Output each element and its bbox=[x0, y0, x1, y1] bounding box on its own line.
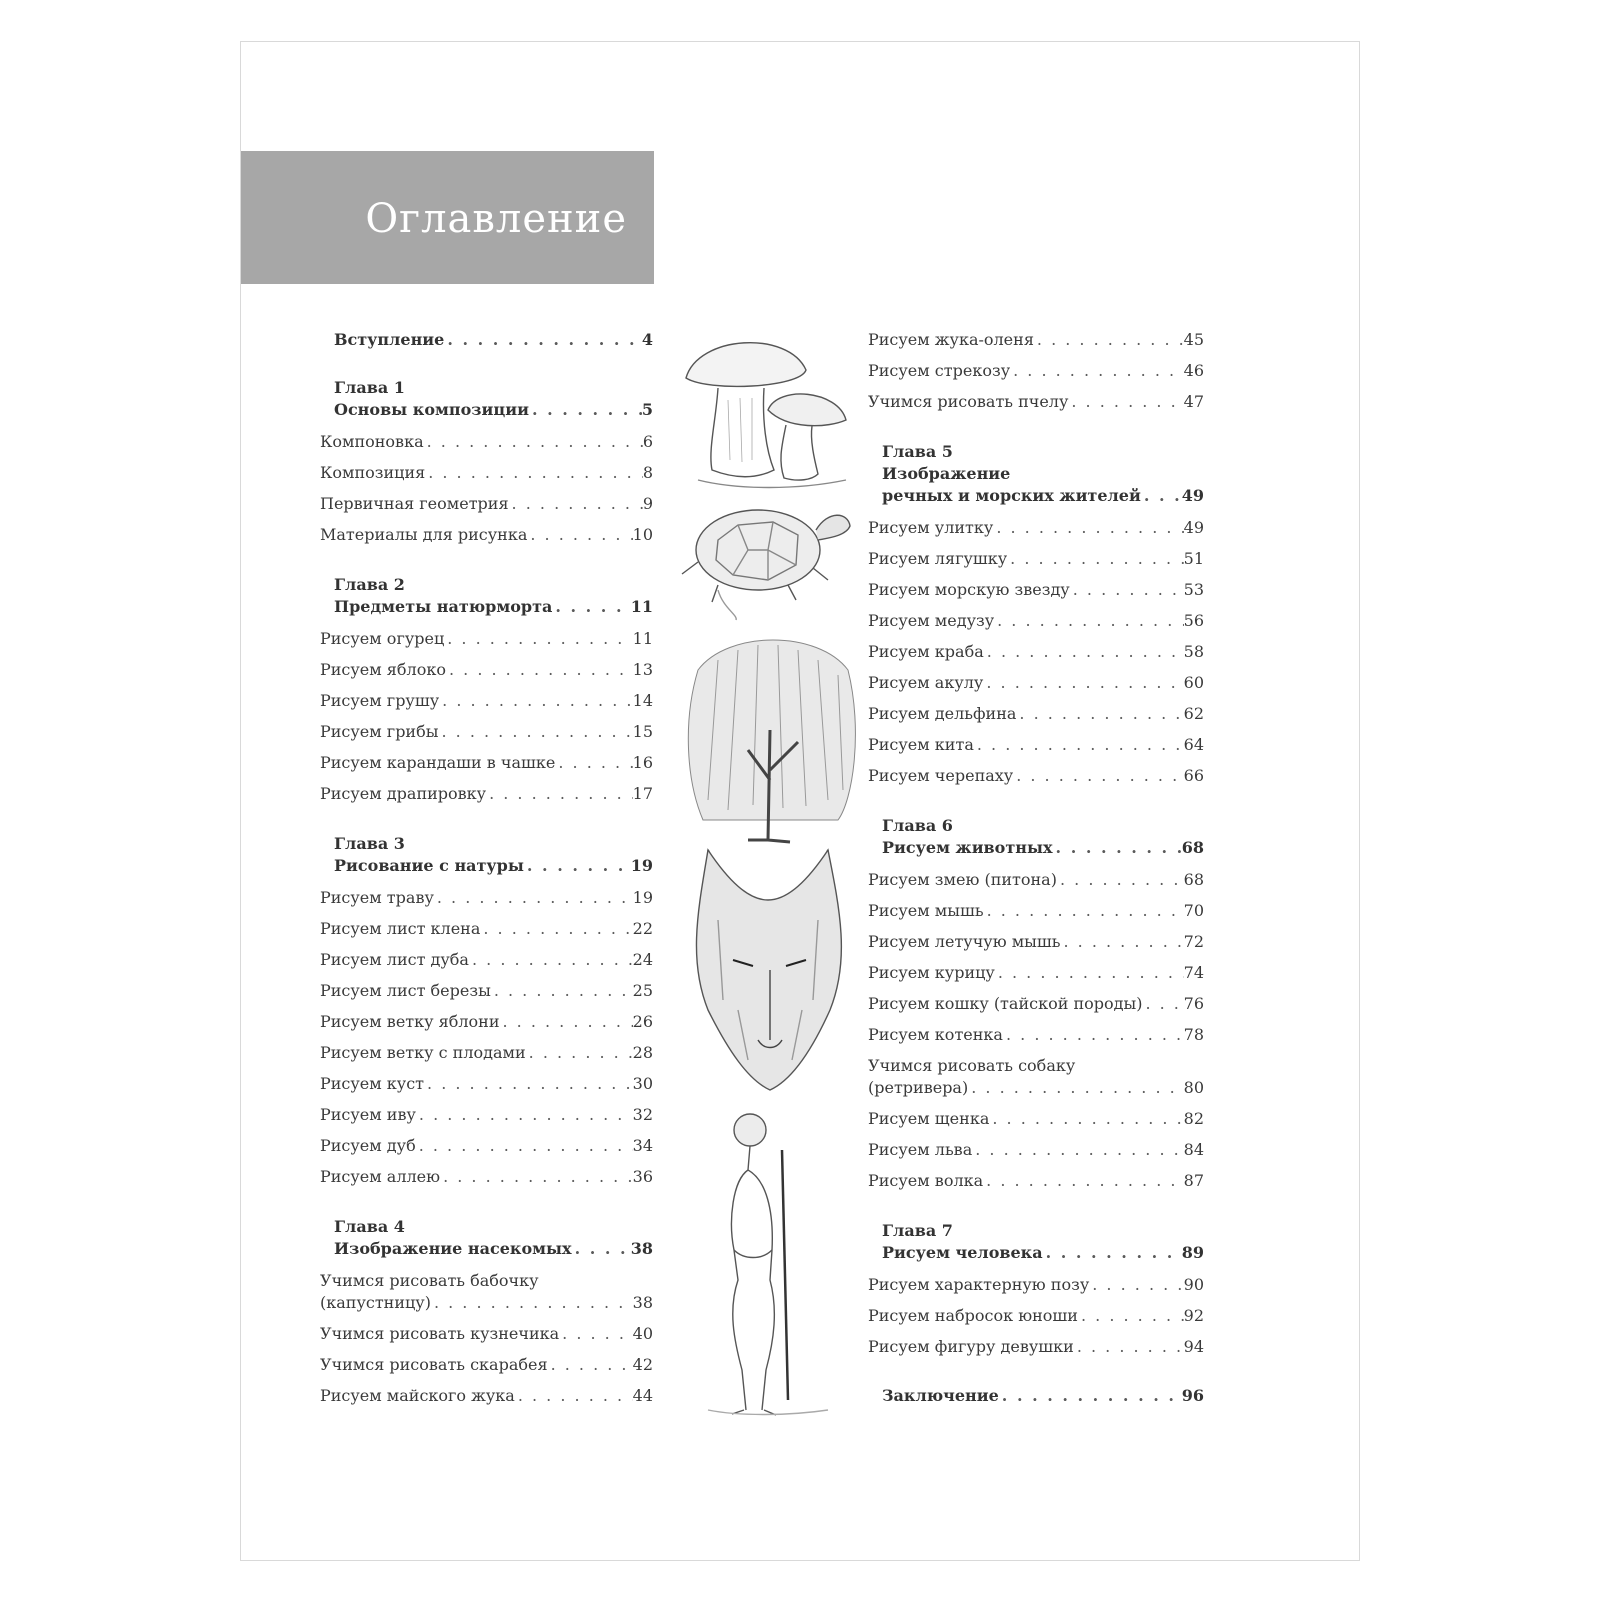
mushroom-drawing bbox=[686, 343, 846, 488]
chapter-label: Глава 1 bbox=[334, 378, 405, 397]
toc-entry[interactable]: Рисуем курицу . . . 74 bbox=[868, 963, 1204, 983]
toc-entry[interactable]: Рисуем летучую мышь . . . 72 bbox=[868, 932, 1204, 952]
chapter-label: Глава 3 bbox=[334, 834, 405, 853]
toc-entry[interactable]: Рисуем морскую звезду . . . 53 bbox=[868, 580, 1204, 600]
toc-chapter-title[interactable]: Изображение насекомых . . . 38 bbox=[334, 1239, 653, 1259]
toc-entry[interactable]: Рисуем карандаши в чашке . . . 16 bbox=[320, 753, 653, 773]
toc-entry[interactable]: Рисуем волка . . . 87 bbox=[868, 1171, 1204, 1191]
toc-entry[interactable]: Рисуем аллею . . . 36 bbox=[320, 1167, 653, 1187]
toc-entry[interactable]: Рисуем огурец . . . 11 bbox=[320, 629, 653, 649]
toc-entry[interactable]: Рисуем фигуру девушки . . . 94 bbox=[868, 1337, 1204, 1357]
toc-entry-line1[interactable]: Учимся рисовать бабочку bbox=[320, 1271, 539, 1290]
toc-entry[interactable]: Рисуем дуб . . . 34 bbox=[320, 1136, 653, 1156]
toc-entry[interactable]: Рисуем льва . . . 84 bbox=[868, 1140, 1204, 1160]
toc-chapter-title[interactable]: Предметы натюрморта . . . 11 bbox=[334, 597, 653, 617]
toc-entry[interactable]: Рисуем лист дуба . . . 24 bbox=[320, 950, 653, 970]
toc-entry[interactable]: Рисуем улитку . . . 49 bbox=[868, 518, 1204, 538]
illustrations-svg bbox=[678, 330, 862, 1430]
toc-entry[interactable]: Рисуем змею (питона) . . . 68 bbox=[868, 870, 1204, 890]
toc-entry[interactable]: Учимся рисовать пчелу . . . 47 bbox=[868, 392, 1204, 412]
title-banner bbox=[241, 151, 654, 284]
toc-chapter-title[interactable]: Рисование с натуры . . . 19 bbox=[334, 856, 653, 876]
toc-entry[interactable]: Рисуем краба . . . 58 bbox=[868, 642, 1204, 662]
toc-chapter-title[interactable]: речных и морских жителей . . . 49 bbox=[882, 486, 1204, 506]
toc-entry[interactable]: Рисуем стрекозу . . . 46 bbox=[868, 361, 1204, 381]
toc-entry[interactable]: Рисуем кита . . . 64 bbox=[868, 735, 1204, 755]
girl-figure-drawing bbox=[708, 1114, 828, 1415]
toc-entry[interactable]: Рисуем ветку яблони . . . 26 bbox=[320, 1012, 653, 1032]
toc-entry[interactable]: Рисуем иву . . . 32 bbox=[320, 1105, 653, 1125]
toc-entry[interactable]: Рисуем кошку (тайской породы) . . . 76 bbox=[868, 994, 1204, 1014]
toc-entry[interactable]: Первичная геометрия . . . 9 bbox=[320, 494, 653, 514]
toc-entry[interactable]: Рисуем акулу . . . 60 bbox=[868, 673, 1204, 693]
toc-entry[interactable]: Рисуем лягушку . . . 51 bbox=[868, 549, 1204, 569]
toc-entry[interactable]: Рисуем набросок юноши . . . 92 bbox=[868, 1306, 1204, 1326]
toc-entry[interactable]: Рисуем котенка . . . 78 bbox=[868, 1025, 1204, 1045]
toc-entry[interactable]: (ретривера) . . . 80 bbox=[868, 1078, 1204, 1098]
toc-entry[interactable]: Рисуем майского жука . . . 44 bbox=[320, 1386, 653, 1406]
toc-entry[interactable]: Компоновка . . . 6 bbox=[320, 432, 653, 452]
toc-entry[interactable]: Рисуем грибы . . . 15 bbox=[320, 722, 653, 742]
toc-chapter-title[interactable]: Основы композиции . . . 5 bbox=[334, 400, 653, 420]
toc-entry[interactable]: Учимся рисовать кузнечика . . . 40 bbox=[320, 1324, 653, 1344]
toc-entry[interactable]: Материалы для рисунка . . . 10 bbox=[320, 525, 653, 545]
toc-right-column bbox=[868, 330, 1204, 1430]
toc-chapter-title[interactable]: Рисуем животных . . . 68 bbox=[882, 838, 1204, 858]
toc-entry[interactable]: Рисуем щенка . . . 82 bbox=[868, 1109, 1204, 1129]
chapter-label: Глава 5 bbox=[882, 442, 953, 461]
toc-entry[interactable]: Рисуем лист березы . . . 25 bbox=[320, 981, 653, 1001]
toc-entry[interactable]: Рисуем характерную позу . . . 90 bbox=[868, 1275, 1204, 1295]
chapter-label: Глава 4 bbox=[334, 1217, 405, 1236]
toc-chapter-title[interactable]: Рисуем человека . . . 89 bbox=[882, 1243, 1204, 1263]
toc-left-column bbox=[320, 330, 653, 1430]
toc-entry[interactable]: Рисуем ветку с плодами . . . 28 bbox=[320, 1043, 653, 1063]
chapter-label: Глава 7 bbox=[882, 1221, 953, 1240]
chapter-label: Глава 6 bbox=[882, 816, 953, 835]
toc-entry-outro[interactable]: Заключение . . . 96 bbox=[882, 1386, 1204, 1406]
toc-entry-intro[interactable]: Вступление . . . 4 bbox=[334, 330, 653, 350]
toc-entry[interactable]: Рисуем мышь . . . 70 bbox=[868, 901, 1204, 921]
illustration-strip bbox=[678, 330, 862, 1430]
toc-entry-line1[interactable]: Учимся рисовать собаку bbox=[868, 1056, 1076, 1075]
toc-entry[interactable]: Рисуем грушу . . . 14 bbox=[320, 691, 653, 711]
toc-entry[interactable]: Рисуем яблоко . . . 13 bbox=[320, 660, 653, 680]
toc-entry[interactable]: Рисуем траву . . . 19 bbox=[320, 888, 653, 908]
toc-entry[interactable]: Рисуем черепаху . . . 66 bbox=[868, 766, 1204, 786]
turtle-drawing bbox=[682, 510, 850, 620]
toc-entry[interactable]: Композиция . . . 8 bbox=[320, 463, 653, 483]
page-title: Оглавление bbox=[365, 196, 627, 242]
wolf-drawing bbox=[696, 850, 841, 1090]
chapter-label: Глава 2 bbox=[334, 575, 405, 594]
toc-entry[interactable]: (капустницу) . . . 38 bbox=[320, 1293, 653, 1313]
willow-tree-drawing bbox=[688, 640, 855, 842]
toc-entry[interactable]: Учимся рисовать скарабея . . . 42 bbox=[320, 1355, 653, 1375]
toc-entry[interactable]: Рисуем куст . . . 30 bbox=[320, 1074, 653, 1094]
chapter-title-line1: Изображение bbox=[882, 464, 1011, 483]
toc-entry[interactable]: Рисуем драпировку . . . 17 bbox=[320, 784, 653, 804]
toc-entry[interactable]: Рисуем жука-оленя . . . 45 bbox=[868, 330, 1204, 350]
toc-entry[interactable]: Рисуем лист клена . . . 22 bbox=[320, 919, 653, 939]
toc-entry[interactable]: Рисуем медузу . . . 56 bbox=[868, 611, 1204, 631]
toc-entry[interactable]: Рисуем дельфина . . . 62 bbox=[868, 704, 1204, 724]
